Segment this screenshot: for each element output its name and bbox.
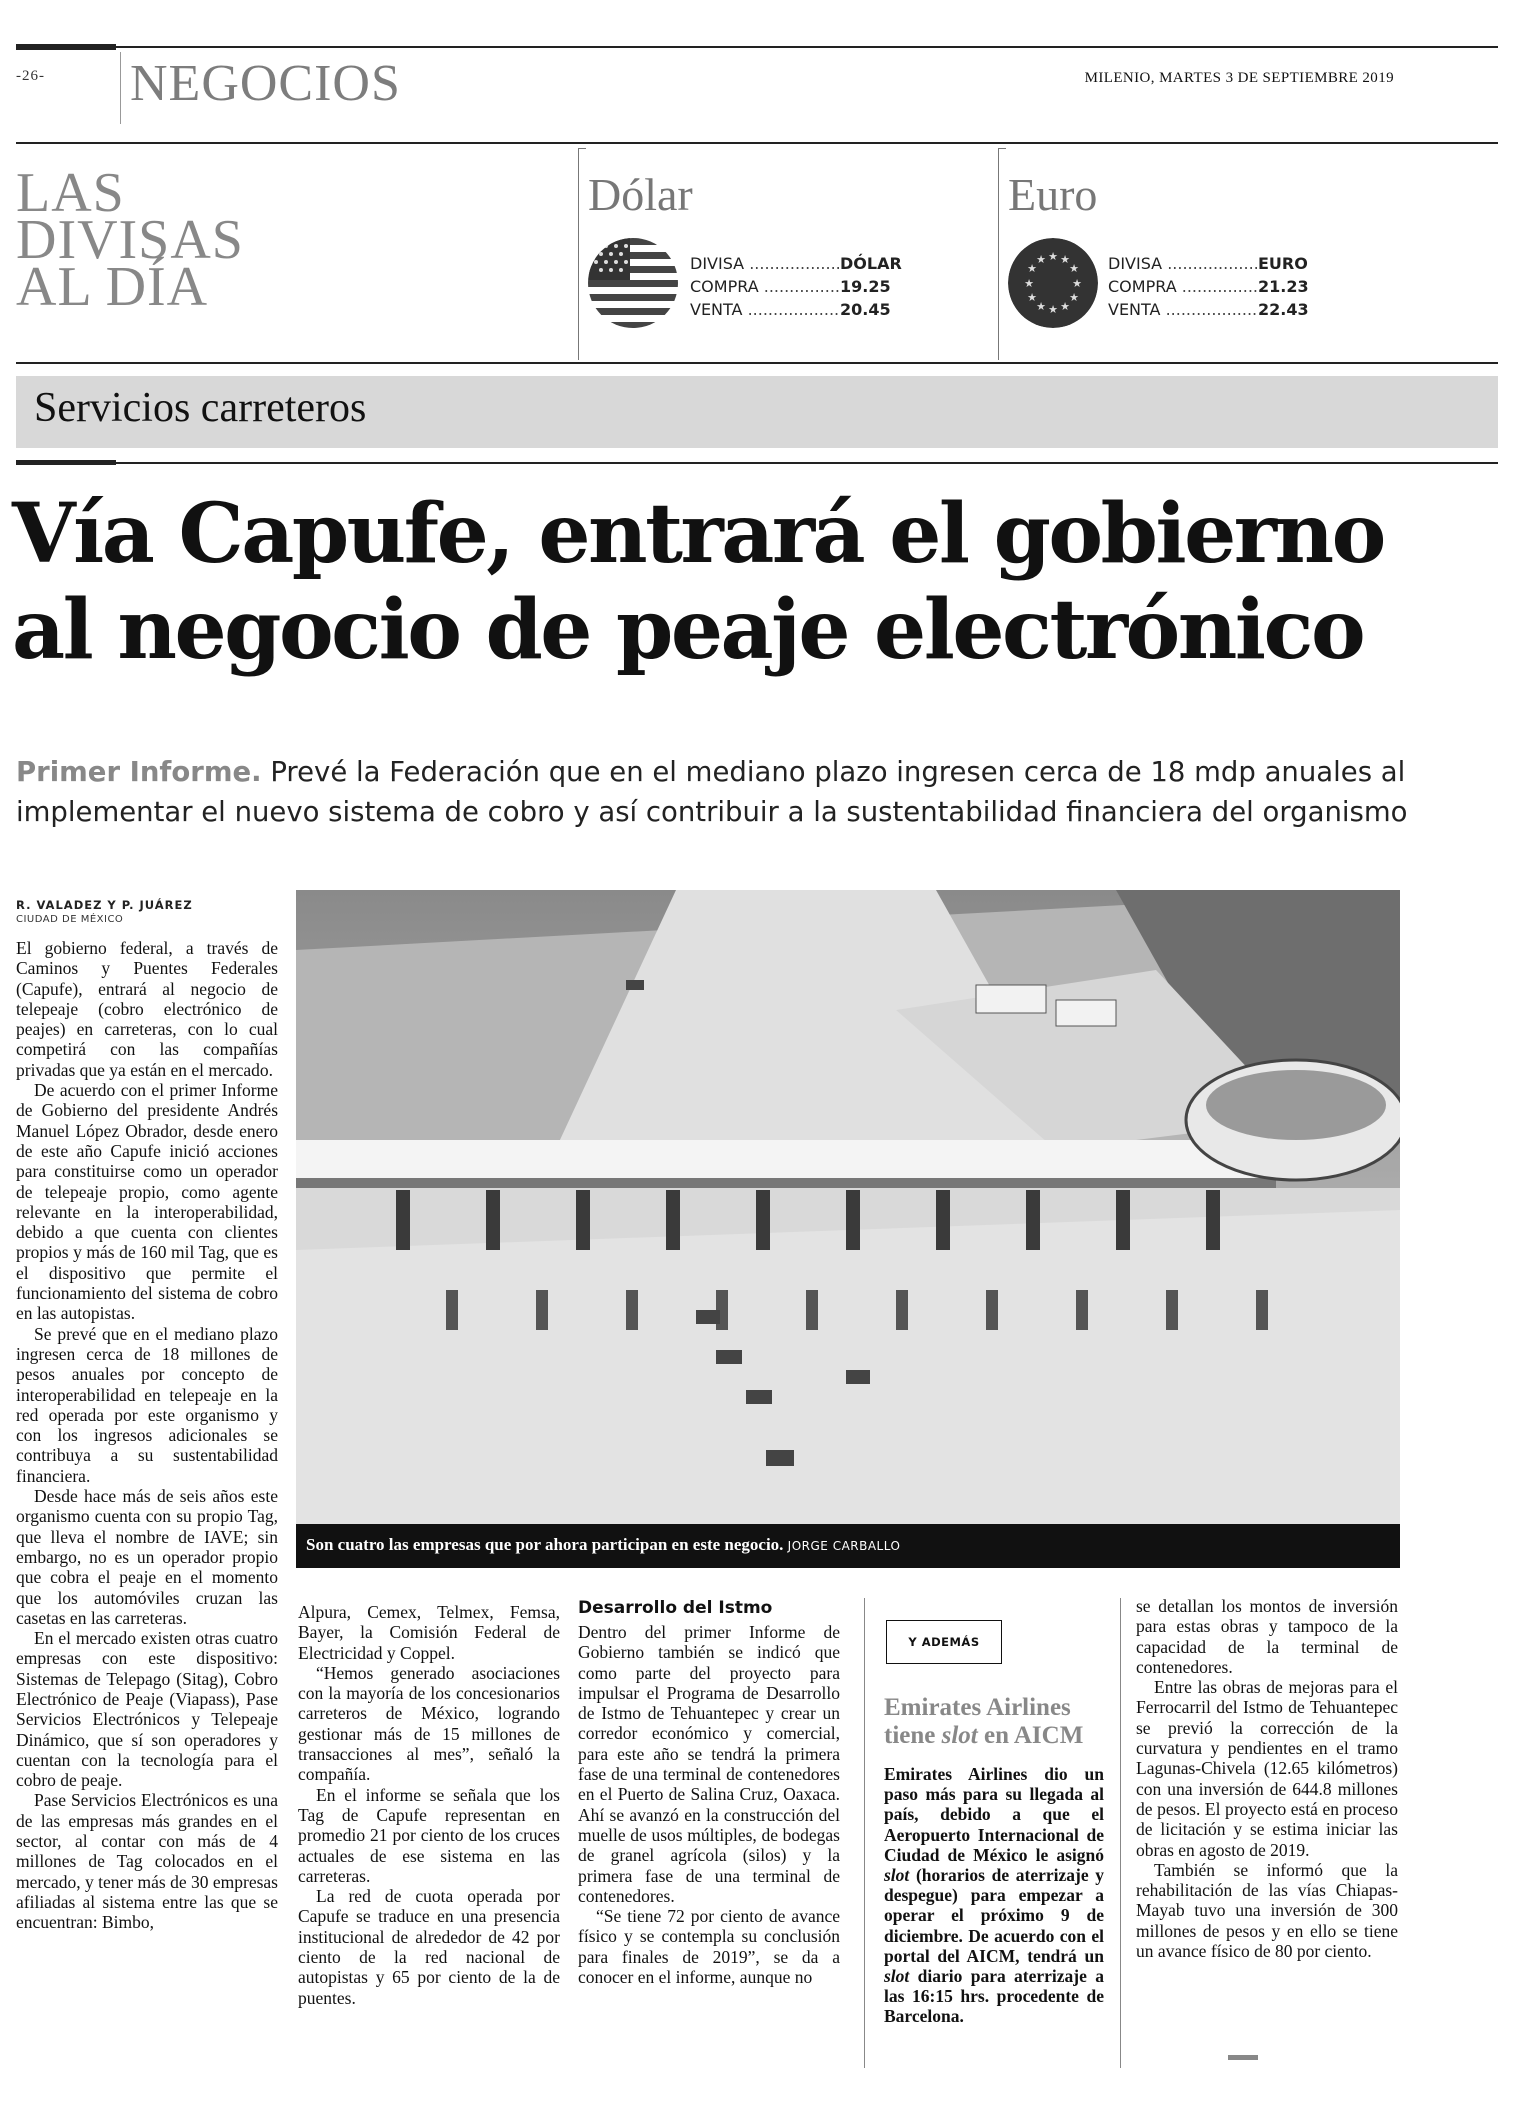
article-column-1 [16, 938, 278, 1933]
paragraph: Alpura, Cemex, Telmex, Femsa, Bayer, la Comisión Federal de Electricidad y Coppel. [298, 1602, 560, 1663]
paragraph: “Hemos generado asociaciones con la mayoría de los concesionarios carreteros de México, logrando gestionar más de 15 millones de transacciones al mes”, señaló la compañía. [298, 1662, 560, 1785]
top-rule-thick [16, 44, 116, 50]
page-number: -26- [16, 68, 45, 84]
euro-table [1108, 252, 1309, 321]
header-bottom-rule [16, 142, 1498, 144]
row-value: 19.25 [840, 277, 891, 296]
currency-divider-tick [578, 148, 586, 149]
sidebar-divider [1120, 1598, 1121, 2068]
euro-row-compra [1108, 275, 1309, 298]
svg-text:★: ★ [1060, 300, 1070, 313]
sidebar-title-line [884, 1722, 1116, 1750]
dollar-row-venta [690, 298, 902, 321]
sidebar-title-line: Emirates Airlines [884, 1694, 1071, 1721]
title-italic: slot [941, 1722, 978, 1749]
dateline: CIUDAD DE MÉXICO [16, 914, 124, 925]
photo-toll-plaza [296, 890, 1400, 1524]
paragraph: El gobierno federal, a través de Caminos y Puentes Federales (Capufe), entrará al negocio de telepeaje (cobro electrónico de peajes) en carreteras, con lo cual competirá con las compañías privadas que ya están en el mercado. [16, 938, 278, 1080]
paragraph: Desde hace más de seis años este organismo cuenta con su propio Tag, que lleva el nombre de IAVE; sin embargo, no es un operador propio que cobra el peaje en el momento que los automóviles cruzan las casetas en las carreteras. [16, 1486, 278, 1628]
paragraph: Entre las obras de mejoras para el Ferrocarril del Istmo de Tehuantepec se previó la corrección de la curvatura y pendientes en el tramo Lagunas-Chivela (12.65 kilómetros) con una inversión de 644.8 millones de pesos. El proyecto está en proceso de licitación y se estima iniciar las obras en agosto de 2019. [1136, 1677, 1398, 1860]
dollar-table [690, 252, 902, 321]
row-value: DÓLAR [840, 254, 902, 273]
paragraph: Se prevé que en el mediano plazo ingresen cerca de 18 millones de pesos anuales por concepto de interoperabilidad en telepeaje en la red operada por este organismo y con los ingresos adicionales se contribuya a su sustentabilidad financiera. [16, 1323, 278, 1486]
dollar-row-divisa [690, 252, 902, 275]
end-mark [1228, 2055, 1258, 2060]
euro-heading: Euro [1008, 169, 1098, 220]
sidebar-italic: slot [884, 1966, 910, 1987]
row-value: 20.45 [840, 300, 891, 319]
paragraph: También se informó que la rehabilitación de las vías Chiapas-Mayab tuvo una inversión de 300 millones de pesos y en ello se tiene un avance físico de 80 por ciento. [1136, 1859, 1398, 1962]
svg-text:★: ★ [1024, 277, 1034, 290]
paragraph: La red de cuota operada por Capufe se traduce en una presencia institucional de alrededor de 42 por ciento de la red nacional de autopistas y 65 por ciento de la de puentes. [298, 1886, 560, 2008]
svg-text:★: ★ [1027, 291, 1037, 304]
divisas-title-line: DIVISAS [16, 209, 244, 271]
svg-text:★: ★ [1048, 250, 1058, 263]
svg-text:★: ★ [1027, 262, 1037, 275]
article-column-5 [1136, 1596, 1398, 1961]
svg-text:★: ★ [1069, 291, 1079, 304]
sidebar-text: Emirates Airlines dio un paso más para su llegada al país, debido a que el Aeropuerto Internacional de Ciudad de México le asignó [884, 1764, 1104, 1865]
paragraph: Dentro del primer Informe de Gobierno también se indicó que como parte del proyecto para impulsar el Programa de Desarrollo de Istmo de Tehuantepec y crear un corredor económico y comercial, para este año se tendrá la primera fase de una terminal de contenedores en el Puerto de Salina Cruz, Oaxaca. Ahí se avanzó en la construcción del muelle de usos múltiples, de bodegas de granel agrícola (silos) y la primera fase de una terminal de contenedores. [578, 1622, 840, 1906]
headline-line: Vía Capufe, entrará el gobierno [12, 486, 1384, 582]
currency-divider-tick [998, 148, 1006, 149]
dollar-row-compra [690, 275, 902, 298]
currency-divider [578, 148, 579, 360]
topic-label: Servicios carreteros [34, 385, 367, 431]
divisas-title [16, 162, 244, 318]
sidebar-title [884, 1694, 1116, 1750]
sidebar-body [884, 1764, 1104, 2027]
top-rule [16, 46, 1498, 48]
us-flag-icon [588, 238, 678, 328]
row-label: COMPRA ..... [1108, 275, 1258, 298]
sidebar-divider [864, 1598, 865, 2068]
headline [12, 486, 1492, 678]
caption-text: Son cuatro las empresas que por ahora participan en este negocio. [306, 1535, 784, 1554]
row-label: VENTA ..... [690, 298, 840, 321]
paragraph: “Se tiene 72 por ciento de avance físico y se contempla su conclusión para finales de 2019”, se da a conocer en el informe, aunque no [578, 1906, 840, 1988]
masthead-date: MILENIO, MARTES 3 DE SEPTIEMBRE 2019 [1084, 70, 1394, 86]
paragraph: De acuerdo con el primer Informe de Gobierno del presidente Andrés Manuel López Obrador, desde enero de este año Capufe inició acciones para constituirse como un operador de telepeaje propio, como agente relevante en la interoperabilidad, debido a que cuenta con clientes propios y más de 160 mil Tag, que es el dispositivo que permite el funcionamiento del sistema de cobro en las autopistas. [16, 1080, 278, 1324]
divisas-title-line: LAS [16, 162, 125, 224]
byline: R. VALADEZ Y P. JUÁREZ [16, 898, 193, 912]
row-value: 22.43 [1258, 300, 1309, 319]
headline-line: al negocio de peaje electrónico [12, 582, 1364, 678]
svg-text:★: ★ [1036, 253, 1046, 266]
dollar-heading: Dólar [588, 169, 693, 220]
sidebar-text: (horarios de aterrizaje y despegue) para empezar a operar el próximo 9 de diciembre. De acuerdo con el portal del AICM, tendrá un [884, 1865, 1104, 1966]
row-label: DIVISA ..... [1108, 252, 1258, 275]
svg-text:★: ★ [1048, 303, 1058, 316]
header-divider [120, 52, 121, 124]
band-bottom-rule [16, 462, 1498, 464]
divisas-title-line: AL DÍA [16, 256, 209, 318]
row-label: VENTA ..... [1108, 298, 1258, 321]
currency-bottom-rule [16, 362, 1498, 364]
euro-row-venta [1108, 298, 1309, 321]
deck [16, 752, 1496, 832]
article-column-3 [578, 1622, 840, 1987]
sidebar-text: diario para aterrizaje a las 16:15 hrs. procedente de Barcelona. [884, 1966, 1104, 2027]
paragraph: Pase Servicios Electrónicos es una de las empresas más grandes en el sector, al contar con más de 4 millones de Tag colocados en el mercado, y tener más de 30 empresas afiliadas al sistema entre las que se encuentran: Bimbo, [16, 1790, 278, 1933]
title-text: en AICM [977, 1722, 1084, 1749]
subhead-istmo: Desarrollo del Istmo [578, 1598, 773, 1618]
svg-text:★: ★ [1069, 262, 1079, 275]
euro-row-divisa [1108, 252, 1309, 275]
y-ademas-label: Y ADEMÁS [886, 1620, 1002, 1664]
deck-lead: Primer Informe. [16, 756, 262, 788]
eu-flag-icon [1008, 238, 1098, 328]
band-bottom-rule-thick [16, 460, 116, 465]
paragraph: En el informe se señala que los Tag de Capufe representan en promedio 21 por ciento de los cruces actuales de ese sistema en las carreteras. [298, 1784, 560, 1886]
paragraph: En el mercado existen otras cuatro empresas con este dispositivo: Sistemas de Telepago (Sitag), Cobro Electrónico de Peaje (Viapass), Pase Servicios Electrónicos y Telepeaje Dinámico, que sí son operadores y cuentan con la tecnología para el cobro de peaje. [16, 1628, 278, 1791]
row-value: EURO [1258, 254, 1308, 273]
deck-text: Prevé la Federación que en el mediano plazo ingresen cerca de 18 mdp anuales al implementar el nuevo sistema de cobro y así contribuir a la sustentabilidad financiera del organismo [16, 756, 1408, 828]
paragraph: se detallan los montos de inversión para estas obras y tampoco de la capacidad de la terminal de contenedores. [1136, 1596, 1398, 1677]
currency-divider [998, 148, 999, 360]
row-label: DIVISA ..... [690, 252, 840, 275]
row-value: 21.23 [1258, 277, 1309, 296]
svg-text:★: ★ [1036, 300, 1046, 313]
title-text: tiene [884, 1722, 942, 1749]
article-column-2 [298, 1602, 560, 2008]
section-title: NEGOCIOS [130, 55, 401, 112]
row-label: COMPRA ..... [690, 275, 840, 298]
photo-caption [306, 1535, 900, 1555]
svg-text:★: ★ [1072, 277, 1082, 290]
svg-text:★: ★ [1060, 253, 1070, 266]
sidebar-italic: slot [884, 1865, 910, 1886]
photo-credit: JORGE CARBALLO [787, 1539, 901, 1553]
